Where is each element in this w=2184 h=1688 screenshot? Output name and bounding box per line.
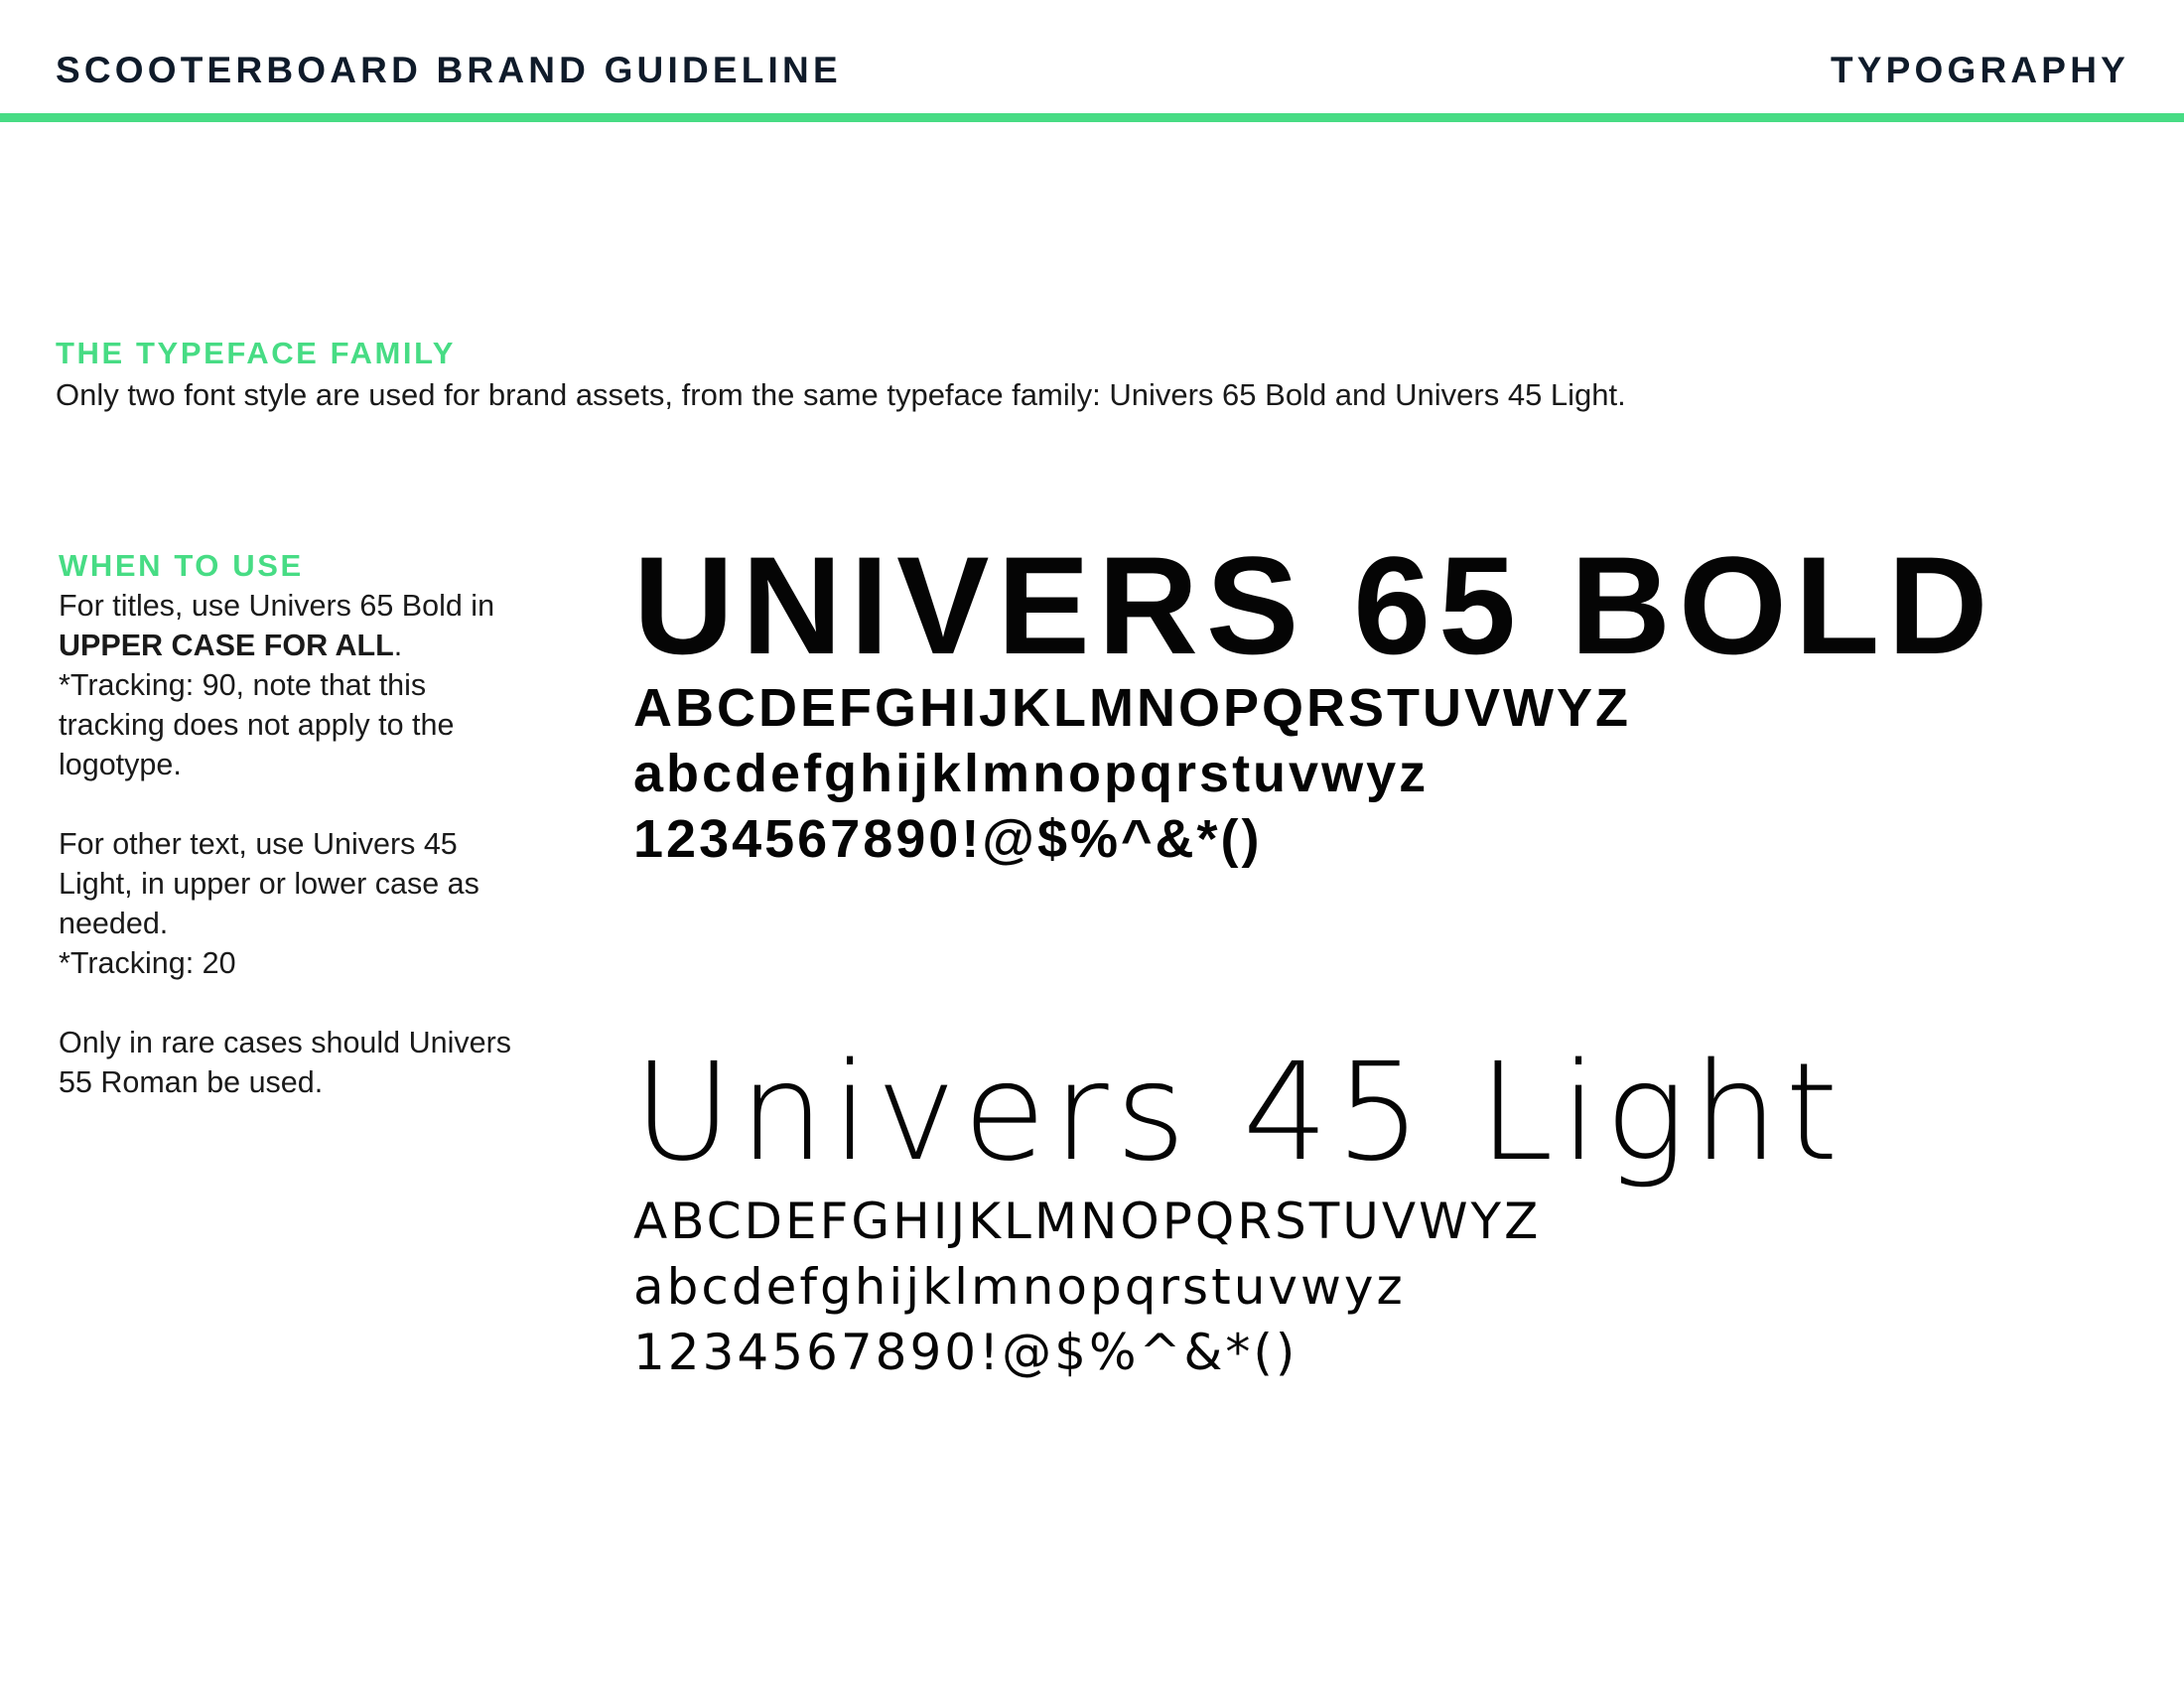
bold-lowercase-glyphs: abcdefghijklmnopqrstuvwyz bbox=[633, 744, 1430, 803]
bold-uppercase-glyphs: ABCDEFGHIJKLMNOPQRSTUVWYZ bbox=[633, 678, 1631, 738]
header-divider bbox=[0, 113, 2184, 122]
other-text-guideline bbox=[59, 824, 535, 983]
titles-guideline bbox=[59, 586, 535, 784]
other-text-guideline-text: For other text, use Univers 45 Light, in upper or lower case as needed. bbox=[59, 827, 479, 940]
usage-guidelines bbox=[59, 586, 535, 1102]
typeface-family-description: Only two font style are used for brand assets, from the same typeface family: Univers 65 Bold and Univers 45 Light. bbox=[56, 377, 1626, 412]
light-number-symbol-glyphs: 1234567890!@$%^&*() bbox=[633, 1324, 1298, 1381]
bold-specimen-title: UNIVERS 65 BOLD bbox=[633, 527, 1996, 683]
light-uppercase-glyphs: ABCDEFGHIJKLMNOPQRSTUVWYZ bbox=[633, 1193, 1542, 1250]
light-lowercase-glyphs: abcdefghijklmnopqrstuvwyz bbox=[633, 1258, 1406, 1316]
bold-typeface-specimen bbox=[633, 527, 1996, 872]
titles-guideline-end: . bbox=[393, 629, 403, 662]
when-to-use-heading: WHEN TO USE bbox=[59, 548, 304, 583]
light-typeface-specimen bbox=[633, 1035, 1845, 1385]
other-tracking-note: *Tracking: 20 bbox=[59, 946, 236, 980]
titles-tracking-note: *Tracking: 90, note that this tracking does not apply to the logotype. bbox=[59, 668, 455, 781]
titles-guideline-emphasis: UPPER CASE FOR ALL bbox=[59, 629, 394, 662]
typeface-family-heading: THE TYPEFACE FAMILY bbox=[56, 336, 457, 370]
brand-guideline-title: SCOOTERBOARD BRAND GUIDELINE bbox=[56, 50, 842, 90]
titles-guideline-text: For titles, use Univers 65 Bold in bbox=[59, 589, 495, 623]
rare-case-guideline: Only in rare cases should Univers 55 Roman be used. bbox=[59, 1026, 511, 1099]
bold-number-symbol-glyphs: 1234567890!@$%^&*() bbox=[633, 809, 1263, 869]
light-specimen-title: Univers 45 Light bbox=[633, 1035, 1845, 1192]
section-title: TYPOGRAPHY bbox=[1830, 50, 2129, 90]
